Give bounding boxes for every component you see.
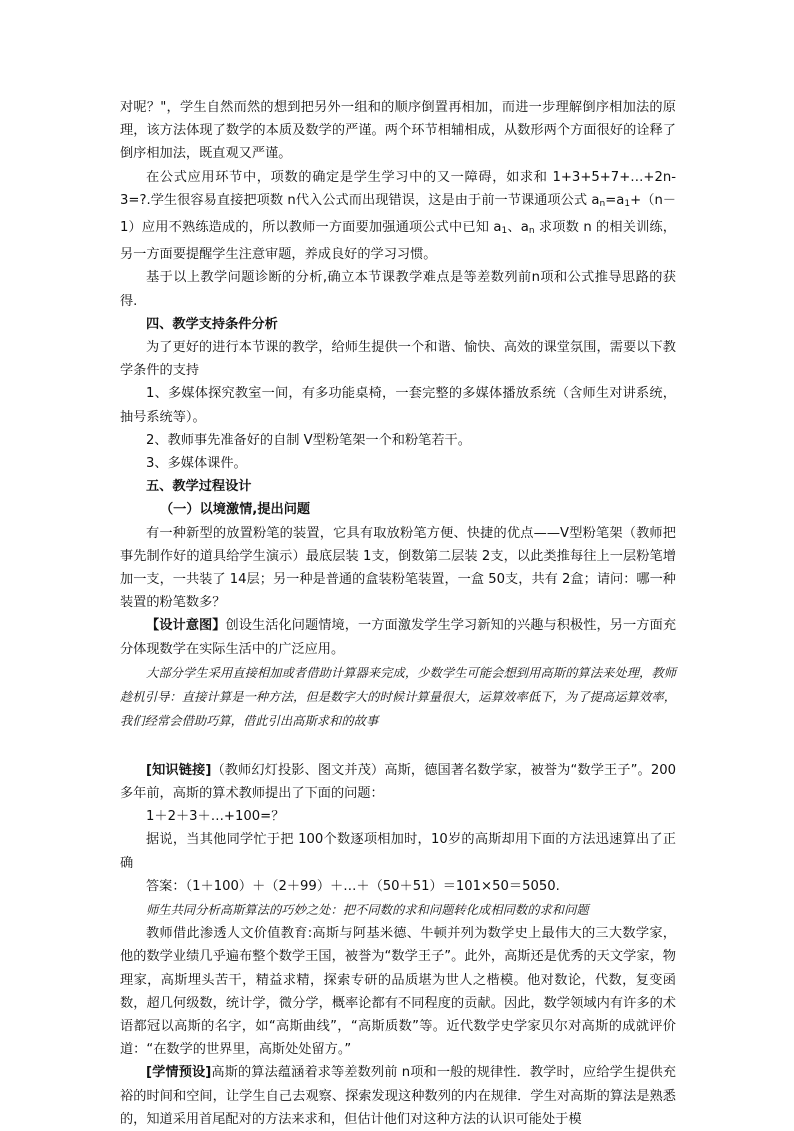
- paragraph-reverse-sum: 对呢？"，学生自然而然的想到把另外一组和的顺序倒置再相加，而进一步理解倒序相加法的原理，该方法体现了数学的本质及数学的严谨。两个环节相辅相成，从数形两个方面很好的诠释了倒序相加法，既直观又严谨。: [120, 100, 676, 162]
- section-heading-support: 四、教学支持条件分析: [146, 316, 278, 332]
- list-item-support-3: 3、多媒体课件。: [146, 456, 247, 472]
- paragraph-formula-application: 在公式应用环节中，项数的确定是学生学习中的又一障碍，如求和 1+3+5+7+…+2n-3=?.学生很容易直接把项数 n代入公式而出现错误，这是由于前一节课通项公式 $a_n=a_1+(n-1)$应用不熟练造成的，所以教师一方面要加强通项公式中已知 $a_1$、$a_n$ 求项数 n 的相关训练，另一方面要提醒学生注意审题，养成良好的学习习惯。: [120, 169, 676, 263]
- note-student-methods: 大部分学生采用直接相加或者借助计算器来完成，少数学生可能会想到用高斯的算法来处理，教师趁机引导：直接计算是一种方法，但是数字大的时候计算量很大，运算效率低下，为了提高运算效率，我们经常会借助巧算，借此引出高斯求和的故事: [120, 665, 676, 728]
- design-intent-tag: 【设计意图】: [146, 618, 226, 634]
- paragraph-humanities: 教师借此渗透人文价值教育:高斯与阿基米德、牛顿并列为数学史上最伟大的三大数学家，他的数学业绩几乎遍布整个数学王国，被誉为“数学王子”。此外，高斯还是优秀的天文学家，物理家，高斯埋头苦干，精益求精，探索专研的品质堪为世人之楷模。他对数论，代数，复变函数，超几何级数，统计学，微分学，概率论都有不同程度的贡献。因此，数学领域内有许多的术语都冠以高斯的名字，如“高斯曲线”，“高斯质数”等。近代数学史学家贝尔对高斯的成就评价道：“在数学的世界里，高斯处处留方。”: [120, 926, 676, 1058]
- knowledge-link-tag: [知识链接]: [146, 762, 212, 778]
- paragraph-learning-prediction: [学情预设]高斯的算法蕴涵着求等差数列前 n项和一般的规律性．教学时，应给学生提供充裕的时间和空间，让学生自己去观察、探索发现这种数列的内在规律．学生对高斯的算法是熟悉的，知道采用首尾配对的方法来求和，但估计他们对这种方法的认识可能处于模: [120, 1065, 676, 1127]
- formula-gauss-sum: 1＋2＋3＋…+100=？: [146, 809, 285, 825]
- spacer: [120, 733, 676, 759]
- section-heading-process: 五、教学过程设计: [146, 479, 252, 495]
- note-gauss-analysis: 师生共同分析高斯算法的巧妙之处：把不同数的求和问题转化成相同数的求和问题: [146, 903, 589, 918]
- paragraph-gauss-answer: 答案：（1＋100）＋（2＋99）＋…＋（50＋51）＝101×50＝5050.: [146, 878, 560, 894]
- paragraph-chalk-problem: 有一种新型的放置粉笔的装置，它具有取放粉笔方便、快捷的优点——V型粉笔架（教师把事先制作好的道具给学生演示）最底层装 1支，倒数第二层装 2支，以此类推每往上一层粉笔增加一支，一共装了 14层；另一种是普通的盒装粉笔装置，一盒 50支，共有 2盒；请问：哪一种装置的粉笔数多？: [120, 525, 676, 611]
- list-item-support-2: 2、教师事先准备好的自制 V型粉笔架一个和粉笔若干。: [146, 432, 471, 448]
- paragraph-difficulty: 基于以上教学问题诊断的分析,确立本节课教学难点是等差数列前n项和公式推导思路的获得.: [120, 270, 676, 309]
- paragraph-gauss-story: 据说，当其他同学忙于把 100个数逐项相加时，10岁的高斯却用下面的方法迅速算出了正确: [120, 832, 676, 871]
- paragraph-support-intro: 为了更好的进行本节课的教学，给师生提供一个和谐、愉快、高效的课堂氛围，需要以下教学条件的支持: [120, 340, 676, 379]
- paragraph-design-intent: 【设计意图】创设生活化问题情境，一方面激发学生学习新知的兴趣与积极性，另一方面充分体现数学在实际生活中的广泛应用。: [120, 618, 677, 657]
- paragraph-knowledge-link: [知识链接]（教师幻灯投影、图文并茂）高斯，德国著名数学家，被誉为“数学王子”。200多年前，高斯的算术教师提出了下面的问题：: [120, 762, 676, 802]
- learning-prediction-tag: [学情预设]: [146, 1065, 212, 1081]
- document-body: [120, 96, 676, 1131]
- list-item-support-1: 1、多媒体探究教室一间，有多功能桌椅，一套完整的多媒体播放系统（含师生对讲系统，抽号系统等）。: [120, 386, 676, 425]
- subsection-heading-situation: （一）以境激情,提出问题: [160, 502, 311, 518]
